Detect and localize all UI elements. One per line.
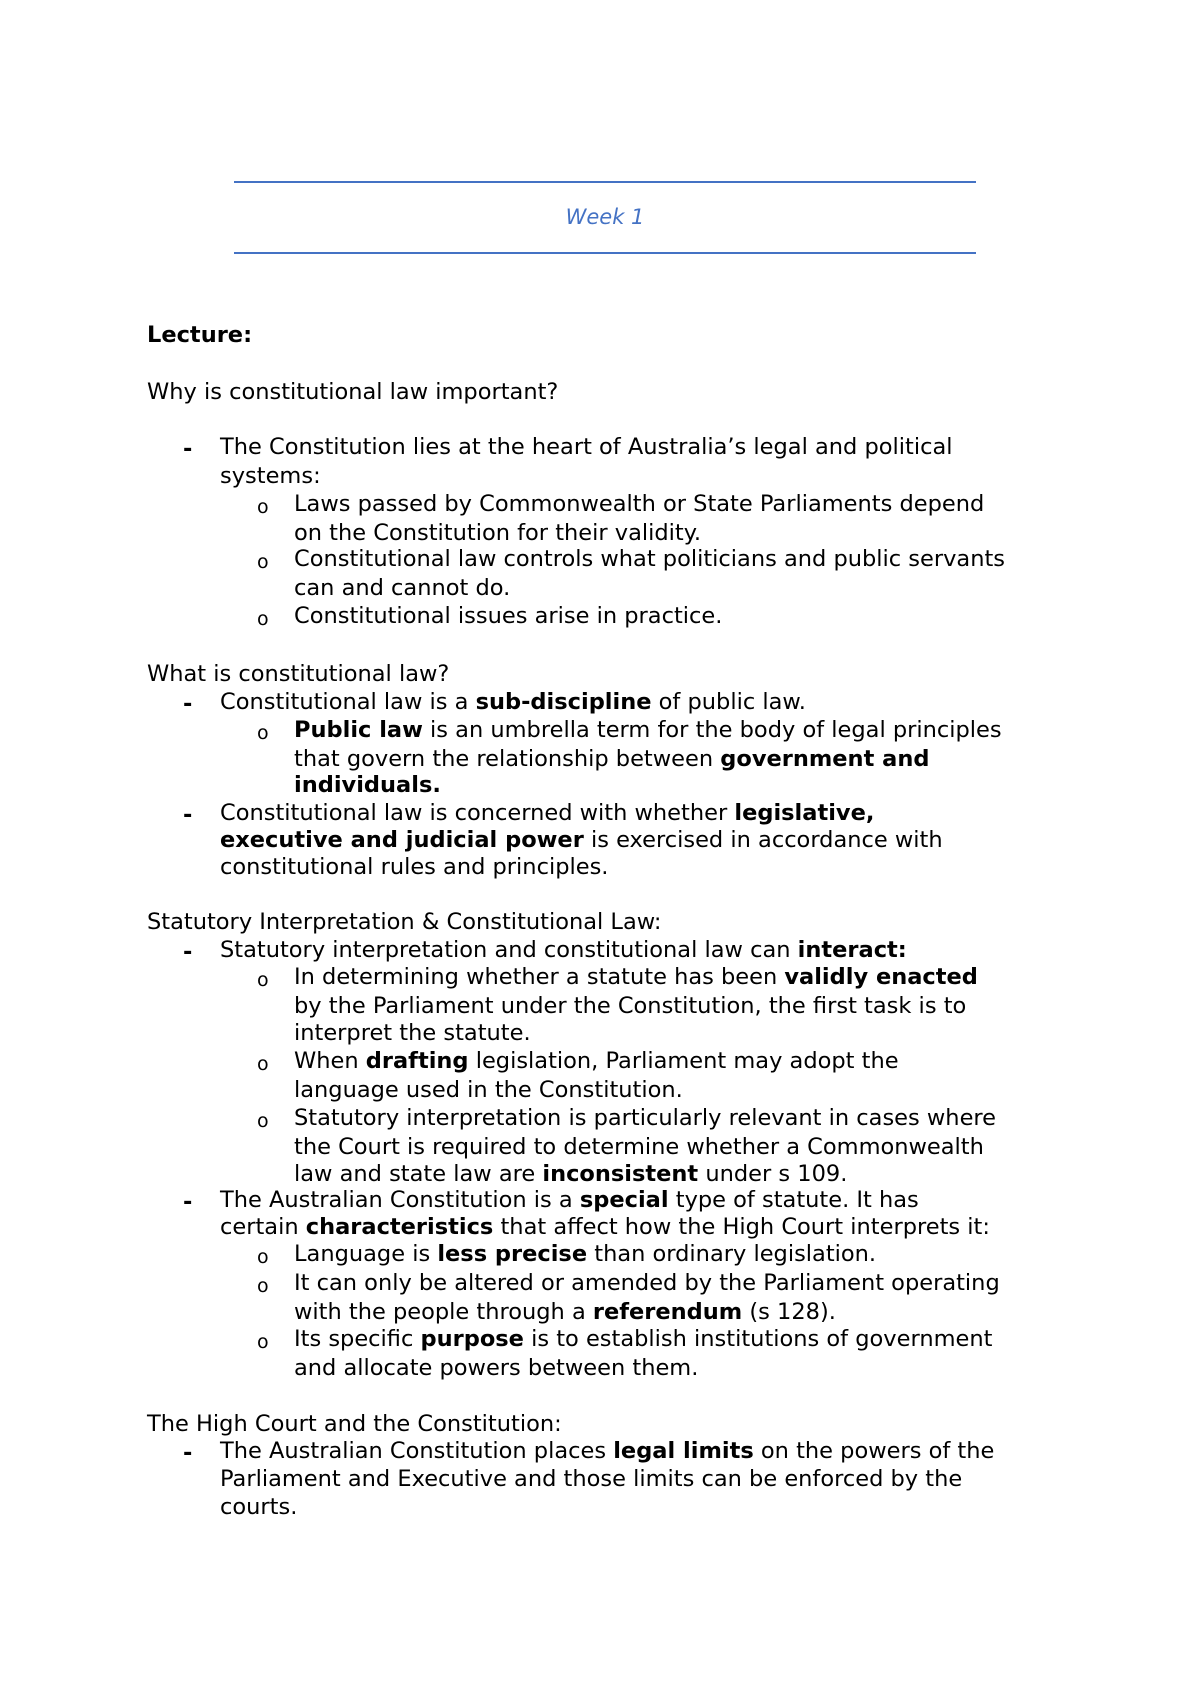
bullet-marker: o <box>257 1275 269 1297</box>
subbullet-line: Laws passed by Commonwealth or State Parliaments depend <box>294 491 985 517</box>
bullet-line: Parliament and Executive and those limits can be enforced by the <box>220 1466 963 1492</box>
bullet-marker: o <box>257 1246 269 1268</box>
bullet-marker: o <box>257 551 269 573</box>
dash-marker: - <box>183 1440 193 1466</box>
bullet-line: The Constitution lies at the heart of Australia’s legal and political <box>220 434 953 460</box>
subbullet-line: Language is less precise than ordinary legislation. <box>294 1241 877 1267</box>
subbullet-line: interpret the statute. <box>294 1020 531 1046</box>
subbullet-line: Its specific purpose is to establish institutions of government <box>294 1326 993 1352</box>
subbullet-line: on the Constitution for their validity. <box>294 520 702 546</box>
dash-marker: - <box>183 691 193 717</box>
header-rule-top <box>234 181 976 183</box>
dash-marker: - <box>183 1189 193 1215</box>
bullet-marker: o <box>257 608 269 630</box>
subbullet-line: In determining whether a statute has been validly enacted <box>294 964 978 990</box>
section-heading: What is constitutional law? <box>147 661 450 687</box>
week-title: Week 1 <box>565 205 645 229</box>
bullet-marker: o <box>257 1110 269 1132</box>
bullet-line: courts. <box>220 1494 298 1520</box>
bullet-marker: o <box>257 969 269 991</box>
bullet-line: constitutional rules and principles. <box>220 854 609 880</box>
bullet-marker: o <box>257 722 269 744</box>
bullet-marker: o <box>257 496 269 518</box>
section-heading: Why is constitutional law important? <box>147 379 559 405</box>
dash-marker: - <box>183 939 193 965</box>
subbullet-line: It can only be altered or amended by the Parliament operating <box>294 1270 1000 1296</box>
subbullet-line: Constitutional issues arise in practice. <box>294 603 723 629</box>
header-rule-bottom <box>234 252 976 254</box>
subbullet-line: that govern the relationship between government and <box>294 746 930 772</box>
subbullet-line: with the people through a referendum (s 128). <box>294 1299 836 1325</box>
bullet-line: Statutory interpretation and constitutional law can interact: <box>220 937 907 963</box>
bullet-line: certain characteristics that affect how the High Court interprets it: <box>220 1214 990 1240</box>
subbullet-line: and allocate powers between them. <box>294 1355 699 1381</box>
section-heading: The High Court and the Constitution: <box>147 1411 562 1437</box>
bullet-marker: o <box>257 1331 269 1353</box>
bullet-marker: o <box>257 1053 269 1075</box>
subbullet-line: individuals. <box>294 772 441 798</box>
bullet-line: The Australian Constitution places legal limits on the powers of the <box>220 1438 995 1464</box>
subbullet-line: When drafting legislation, Parliament may adopt the <box>294 1048 899 1074</box>
subbullet-line: language used in the Constitution. <box>294 1077 683 1103</box>
subbullet-line: can and cannot do. <box>294 575 511 601</box>
subbullet-line: Statutory interpretation is particularly relevant in cases where <box>294 1105 997 1131</box>
subbullet-line: law and state law are inconsistent under s 109. <box>294 1161 848 1187</box>
bullet-line: Constitutional law is concerned with whether legislative, <box>220 800 875 826</box>
subbullet-line: the Court is required to determine whether a Commonwealth <box>294 1134 984 1160</box>
dash-marker: - <box>183 802 193 828</box>
subbullet-line: Public law is an umbrella term for the body of legal principles <box>294 717 1002 743</box>
bullet-line: Constitutional law is a sub-discipline of public law. <box>220 689 806 715</box>
section-heading: Statutory Interpretation & Constitutional Law: <box>147 909 662 935</box>
subbullet-line: by the Parliament under the Constitution, the first task is to <box>294 993 967 1019</box>
subbullet-line: Constitutional law controls what politicians and public servants <box>294 546 1006 572</box>
bullet-line: The Australian Constitution is a special type of statute. It has <box>220 1187 919 1213</box>
dash-marker: - <box>183 436 193 462</box>
bullet-line: executive and judicial power is exercised in accordance with <box>220 827 943 853</box>
bullet-line: systems: <box>220 463 321 489</box>
lecture-heading: Lecture: <box>147 322 253 348</box>
